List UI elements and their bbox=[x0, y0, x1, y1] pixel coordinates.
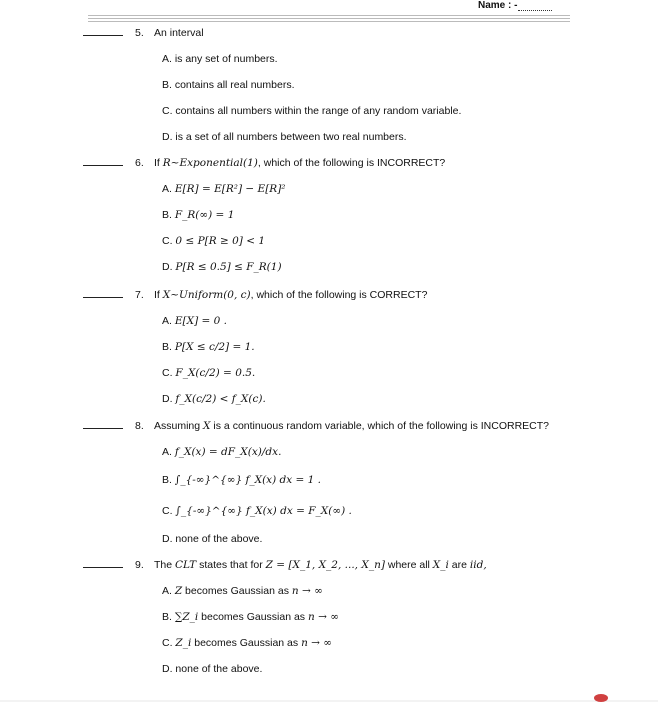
option-a: A. E[X] = 0 . bbox=[162, 315, 228, 327]
question-number: 5. bbox=[135, 27, 144, 39]
option-d: D. none of the above. bbox=[162, 533, 263, 545]
name-blank[interactable] bbox=[518, 2, 552, 11]
header-rule-1 bbox=[88, 15, 570, 16]
option-d: D. none of the above. bbox=[162, 663, 263, 675]
answer-blank[interactable] bbox=[83, 165, 123, 166]
option-d: D. f_X(c/2) < f_X(c). bbox=[162, 393, 266, 405]
option-a: A. Z becomes Gaussian as n → ∞ bbox=[162, 585, 323, 597]
question-number: 8. bbox=[135, 420, 144, 432]
option-c: C. ∫_{-∞}^{∞} f_X(x) dx = F_X(∞) . bbox=[162, 505, 352, 517]
answer-blank[interactable] bbox=[83, 35, 123, 36]
option-b: B. P[X ≤ c/2] = 1. bbox=[162, 341, 255, 353]
option-d: D. P[R ≤ 0.5] ≤ F_R(1) bbox=[162, 261, 282, 273]
question-text: If R~Exponential(1), which of the following is INCORRECT? bbox=[154, 157, 446, 169]
question-text: If X~Uniform(0, c), which of the following is CORRECT? bbox=[154, 289, 428, 301]
name-label: Name : - bbox=[478, 0, 518, 11]
corner-badge-icon bbox=[594, 694, 608, 702]
option-b: B. ∫_{-∞}^{∞} f_X(x) dx = 1 . bbox=[162, 474, 321, 486]
option-b: B. ∑Z_i becomes Gaussian as n → ∞ bbox=[162, 611, 339, 623]
question-number: 7. bbox=[135, 289, 144, 301]
option-b: B. contains all real numbers. bbox=[162, 79, 295, 91]
option-c: C. contains all numbers within the range of any random variable. bbox=[162, 105, 462, 117]
option-a: A. is any set of numbers. bbox=[162, 53, 278, 65]
option-c: C. 0 ≤ P[R ≥ 0] < 1 bbox=[162, 235, 266, 247]
option-c: C. Z_i becomes Gaussian as n → ∞ bbox=[162, 637, 333, 649]
question-text: Assuming X is a continuous random variable, which of the following is INCORRECT? bbox=[154, 420, 549, 432]
answer-blank[interactable] bbox=[83, 297, 123, 298]
option-a: A. f_X(x) = dF_X(x)/dx. bbox=[162, 446, 282, 458]
option-a: A. E[R] = E[R²] − E[R]² bbox=[162, 183, 286, 195]
option-d: D. is a set of all numbers between two real numbers. bbox=[162, 131, 407, 143]
question-number: 6. bbox=[135, 157, 144, 169]
question-number: 9. bbox=[135, 559, 144, 571]
question-text: An interval bbox=[154, 27, 204, 39]
option-b: B. F_R(∞) = 1 bbox=[162, 209, 235, 221]
question-text: The CLT states that for Z = [X_1, X_2, ..., X_n] where all X_i are iid, bbox=[154, 559, 487, 571]
option-c: C. F_X(c/2) = 0.5. bbox=[162, 367, 256, 379]
answer-blank[interactable] bbox=[83, 567, 123, 568]
name-field bbox=[478, 0, 552, 11]
header-rule-3 bbox=[88, 21, 570, 22]
header-rule-2 bbox=[88, 18, 570, 19]
answer-blank[interactable] bbox=[83, 428, 123, 429]
